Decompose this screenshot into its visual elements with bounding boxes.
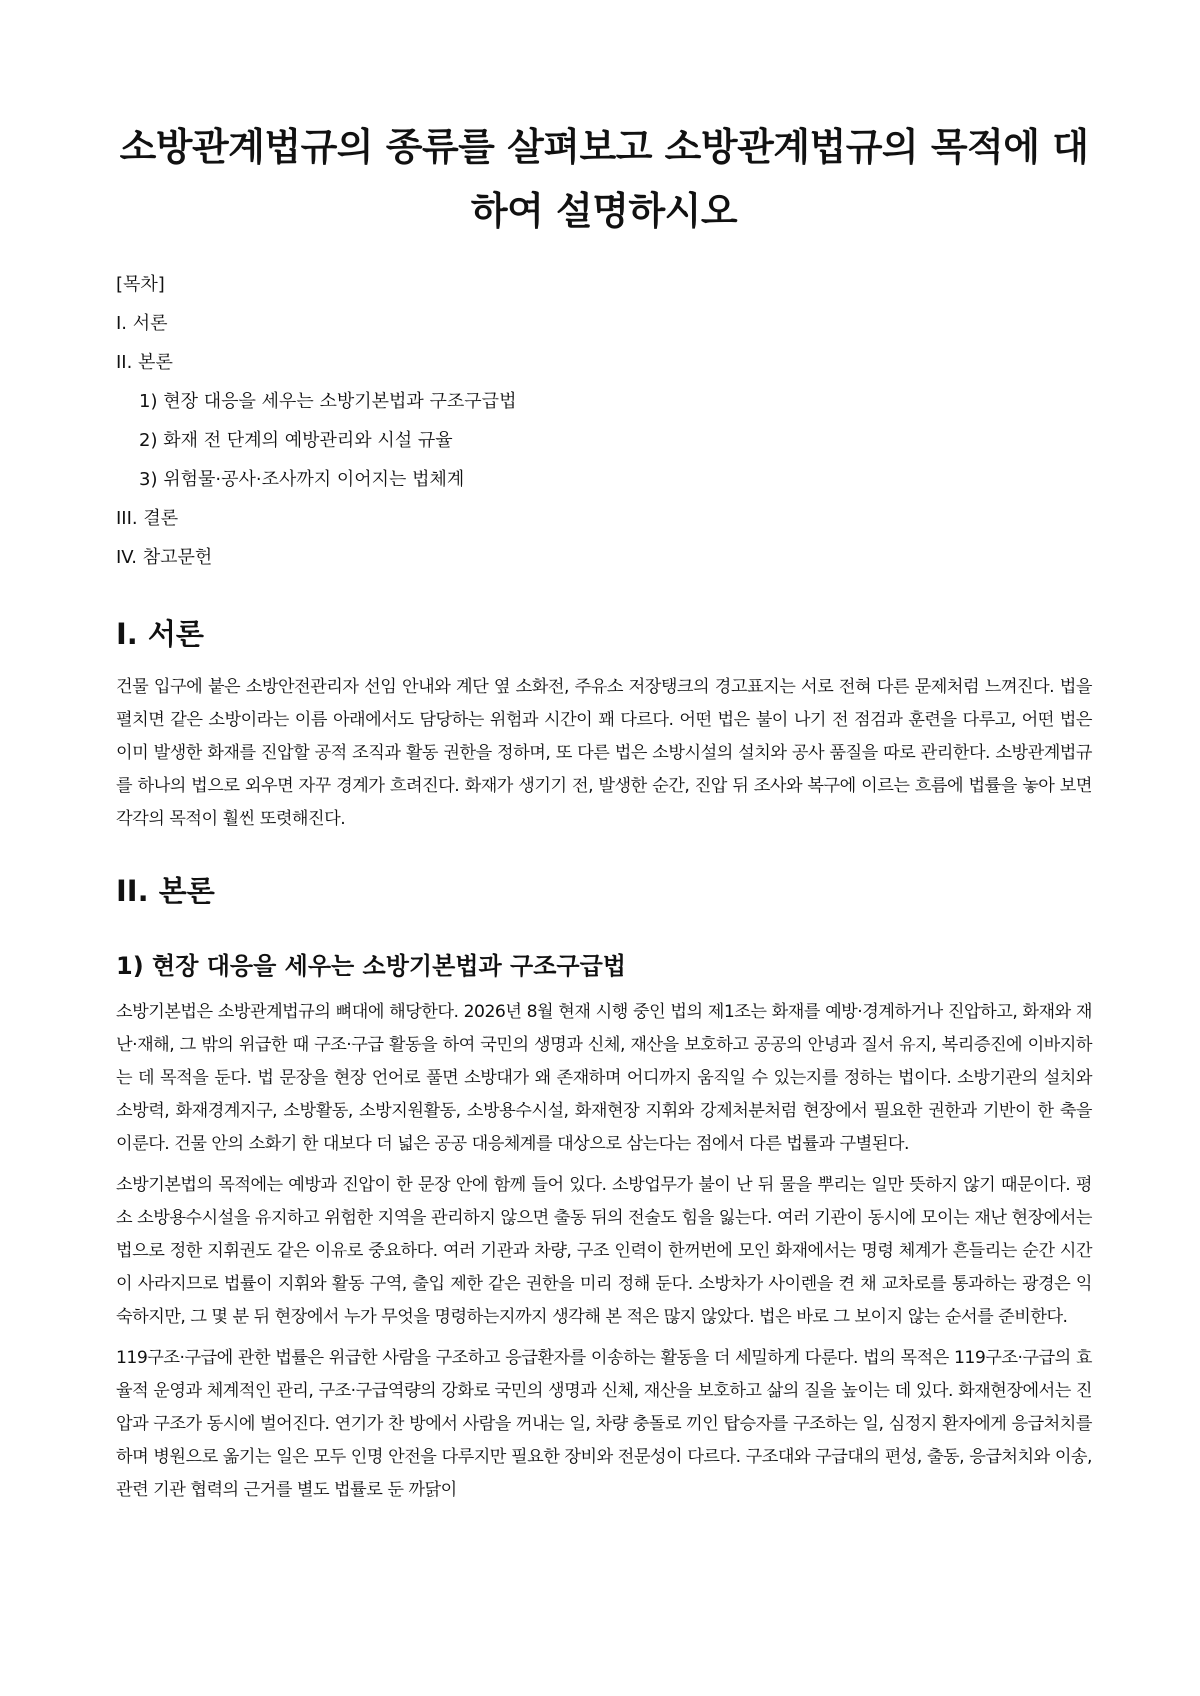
table-of-contents — [116, 265, 1092, 577]
toc-item-intro: I. 서론 — [116, 313, 168, 334]
toc-item-conclusion: III. 결론 — [116, 508, 179, 529]
toc-item-body-1: 1) 현장 대응을 세우는 소방기본법과 구조구급법 — [139, 391, 517, 412]
body-heading: II. 본론 — [116, 874, 215, 908]
intro-paragraph: 건물 입구에 붙은 소방안전관리자 선임 안내와 계단 옆 소화전, 주유소 저장탱크의 경고표지는 서로 전혀 다른 문제처럼 느껴진다. 법을 펼치면 같은 소방이라는 이름 아래에서도 담당하는 위험과 시간이 꽤 다르다. 어떤 법은 불이 나기 전 점검과 훈련을 다루고, 어떤 법은 이미 발생한 화재를 진압할 공적 조직과 활동 권한을 정하며, 또 다른 법은 소방시설의 설치와 공사 품질을 따로 관리한다. 소방관계법규를 하나의 법으로 외우면 자꾸 경계가 흐려진다. 화재가 생기기 전, 발생한 순간, 진압 뒤 조사와 복구에 이르는 흐름에 법률을 놓아 보면 각각의 목적이 훨씬 또렷해진다. — [116, 677, 1092, 829]
section-spacer — [116, 844, 1092, 864]
body-subsection-1-paragraph-2: 소방기본법의 목적에는 예방과 진압이 한 문장 안에 함께 들어 있다. 소방업무가 불이 난 뒤 물을 뿌리는 일만 뜻하지 않기 때문이다. 평소 소방용수시설을 유지하고 위험한 지역을 관리하지 않으면 출동 뒤의 전술도 힘을 잃는다. 여러 기관이 동시에 모이는 재난 현장에서는 법으로 정한 지휘권도 같은 이유로 중요하다. 여러 기관과 차량, 구조 인력이 한꺼번에 모인 화재에서는 명령 체계가 흔들리는 순간 시간이 사라지므로 법률이 지휘와 활동 구역, 출입 제한 같은 권한을 미리 정해 둔다. 소방차가 사이렌을 켠 채 교차로를 통과하는 광경은 익숙하지만, 그 몇 분 뒤 현장에서 누가 무엇을 명령하는지까지 생각해 본 적은 많지 않았다. 법은 바로 그 보이지 않는 순서를 준비한다. — [116, 1175, 1092, 1327]
toc-item-body-2: 2) 화재 전 단계의 예방관리와 시설 규율 — [139, 430, 453, 451]
toc-item-body: II. 본론 — [116, 352, 173, 373]
toc-item-references: IV. 참고문헌 — [116, 547, 213, 568]
body-subsection-1-heading: 1) 현장 대응을 세우는 소방기본법과 구조구급법 — [116, 952, 626, 980]
body-subsection-1-paragraph-1: 소방기본법은 소방관계법규의 뼈대에 해당한다. 2026년 8월 현재 시행 중인 법의 제1조는 화재를 예방·경계하거나 진압하고, 화재와 재난·재해, 그 밖의 위급한 때 구조·구급 활동을 하여 국민의 생명과 신체, 재산을 보호하고 공공의 안녕과 질서 유지, 복리증진에 이바지하는 데 목적을 둔다. 법 문장을 현장 언어로 풀면 소방대가 왜 존재하며 어디까지 움직일 수 있는지를 정하는 법이다. 소방기관의 설치와 소방력, 화재경계지구, 소방활동, 소방지원활동, 소방용수시설, 화재현장 지휘와 강제처분처럼 현장에서 필요한 권한과 기반이 한 축을 이룬다. 건물 안의 소화기 한 대보다 더 넓은 공공 대응체계를 대상으로 삼는다는 점에서 다른 법률과 구별된다. — [116, 1002, 1092, 1154]
subsection-spacer — [116, 928, 1092, 942]
intro-heading: I. 서론 — [116, 617, 204, 651]
toc-item-body-3: 3) 위험물·공사·조사까지 이어지는 법체계 — [139, 469, 465, 490]
toc-heading: [목차] — [116, 274, 165, 295]
document-title: 소방관계법규의 종류를 살펴보고 소방관계법규의 목적에 대하여 설명하시오 — [119, 125, 1089, 233]
body-subsection-1-paragraph-3: 119구조·구급에 관한 법률은 위급한 사람을 구조하고 응급환자를 이송하는 활동을 더 세밀하게 다룬다. 법의 목적은 119구조·구급의 효율적 운영과 체계적인 관리, 구조·구급역량의 강화로 국민의 생명과 신체, 재산을 보호하고 삶의 질을 높이는 데 있다. 화재현장에서는 진압과 구조가 동시에 벌어진다. 연기가 찬 방에서 사람을 꺼내는 일, 차량 충돌로 끼인 탑승자를 구조하는 일, 심정지 환자에게 응급처치를 하며 병원으로 옮기는 일은 모두 인명 안전을 다루지만 필요한 장비와 전문성이 다르다. 구조대와 구급대의 편성, 출동, 응급처치와 이송, 관련 기관 협력의 근거를 별도 법률로 둔 까닭이 — [116, 1348, 1092, 1500]
